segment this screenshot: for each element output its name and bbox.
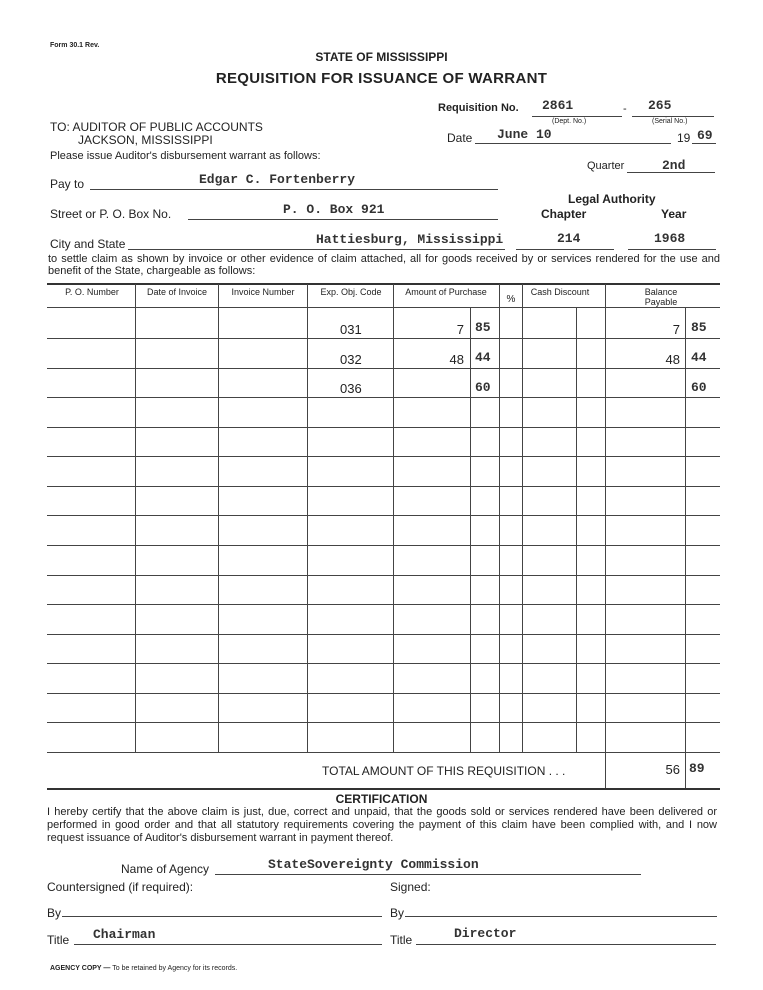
countersign-title-line (74, 944, 382, 945)
col-balance: Balance Payable (644, 287, 678, 307)
signed-title-value: Director (454, 926, 517, 941)
year-value: 1968 (654, 231, 686, 246)
countersign-title-label: Title (47, 933, 70, 947)
balance-cents-cell: 60 (691, 380, 707, 395)
col-cash-discount: Cash Discount (530, 287, 590, 297)
balance-dollars-cell: 48 (665, 352, 680, 367)
balance-dollars-cell: 7 (672, 322, 680, 337)
city-line (128, 249, 505, 250)
certification-heading: CERTIFICATION (335, 792, 428, 806)
year-label: Year (661, 207, 687, 221)
street-label: Street or P. O. Box No. (50, 207, 172, 221)
street-value: P. O. Box 921 (283, 202, 385, 217)
countersigned-label: Countersigned (if required): (47, 880, 194, 894)
state-heading: STATE OF MISSISSIPPI (315, 50, 448, 64)
pay-to-label: Pay to (50, 177, 85, 191)
agency-copy-label: AGENCY COPY — (50, 965, 111, 972)
pay-to-line (90, 189, 498, 190)
code-cell: 032 (340, 352, 362, 367)
agency-value: StateSovereignty Commission (268, 857, 479, 872)
year-suffix: 69 (697, 128, 713, 143)
dept-no-caption: (Dept. No.) (552, 118, 587, 125)
chapter-line (516, 249, 614, 250)
serial-no-value: 265 (648, 98, 672, 113)
amount-cents-cell: 60 (475, 380, 491, 395)
amount-cents-cell: 44 (475, 350, 491, 365)
signed-by-line[interactable] (405, 916, 717, 917)
agency-copy-text: To be retained by Agency for its records. (112, 965, 238, 972)
countersign-by-line[interactable] (62, 916, 382, 917)
street-line (188, 219, 498, 220)
col-invoice-date: Date of Invoice (146, 287, 208, 297)
agency-line (215, 874, 641, 875)
serial-no-caption: (Serial No.) (652, 118, 688, 125)
form-number: Form 30.1 Rev. (50, 42, 100, 49)
amount-dollars-cell: 7 (456, 322, 464, 337)
addressee-line-1: TO: AUDITOR OF PUBLIC ACCOUNTS (50, 120, 263, 134)
year-prefix: 19 (677, 131, 691, 145)
legal-authority-heading: Legal Authority (568, 192, 656, 206)
total-cents: 89 (689, 761, 705, 776)
city-value: Hattiesburg, Mississippi (316, 232, 504, 247)
amount-cents-cell: 85 (475, 320, 491, 335)
date-value: June 10 (497, 127, 552, 142)
col-exp-obj-code: Exp. Obj. Code (320, 287, 382, 297)
col-amount: Amount of Purchase (405, 287, 487, 297)
dept-no-line (532, 116, 622, 117)
quarter-label: Quarter (587, 160, 625, 172)
signed-by-label: By (390, 906, 405, 920)
col-percent: % (506, 294, 516, 305)
countersign-title-value: Chairman (93, 927, 156, 942)
code-cell: 036 (340, 381, 362, 396)
date-line (475, 143, 671, 144)
serial-no-line (632, 116, 714, 117)
city-label: City and State (50, 237, 126, 251)
settle-text: to settle claim as shown by invoice or other evidence of claim attached, all for goods received by or services rendered for the use and benefit of the State, chargeable as follows: (48, 253, 720, 277)
requisition-label: Requisition No. (438, 102, 519, 114)
total-dollars: 56 (665, 762, 680, 777)
col-invoice-number: Invoice Number (231, 287, 295, 297)
date-label: Date (447, 131, 473, 145)
signed-title-line (416, 944, 716, 945)
signed-label: Signed: (390, 880, 431, 894)
instruction-text: Please issue Auditor's disbursement warrant as follows: (50, 150, 321, 162)
dept-no-value: 2861 (542, 98, 574, 113)
year-line (692, 143, 716, 144)
countersign-by-label: By (47, 906, 62, 920)
amount-dollars-cell: 48 (449, 352, 464, 367)
addressee-line-2: JACKSON, MISSISSIPPI (78, 133, 213, 147)
code-cell: 031 (340, 322, 362, 337)
quarter-value: 2nd (662, 158, 686, 173)
agency-label: Name of Agency (121, 862, 210, 876)
form-title: REQUISITION FOR ISSUANCE OF WARRANT (215, 70, 548, 87)
balance-cents-cell: 85 (691, 320, 707, 335)
total-label: TOTAL AMOUNT OF THIS REQUISITION . . . (322, 764, 566, 778)
pay-to-value: Edgar C. Fortenberry (199, 172, 356, 187)
footer-note (50, 965, 237, 972)
chapter-label: Chapter (541, 207, 587, 221)
year-value-line (628, 249, 716, 250)
col-po-number: P. O. Number (65, 287, 119, 297)
signed-title-label: Title (390, 933, 413, 947)
certification-text: I hereby certify that the above claim is just, due, correct and unpaid, that the goods sold or services rendered have been delivered or performed in good order and that all statutory requirements covering the payment of this claim have been complied with, and I now request issuance of Auditor's disbursement warrant in payment thereof. (47, 806, 717, 844)
balance-cents-cell: 44 (691, 350, 707, 365)
chapter-value: 214 (557, 231, 581, 246)
